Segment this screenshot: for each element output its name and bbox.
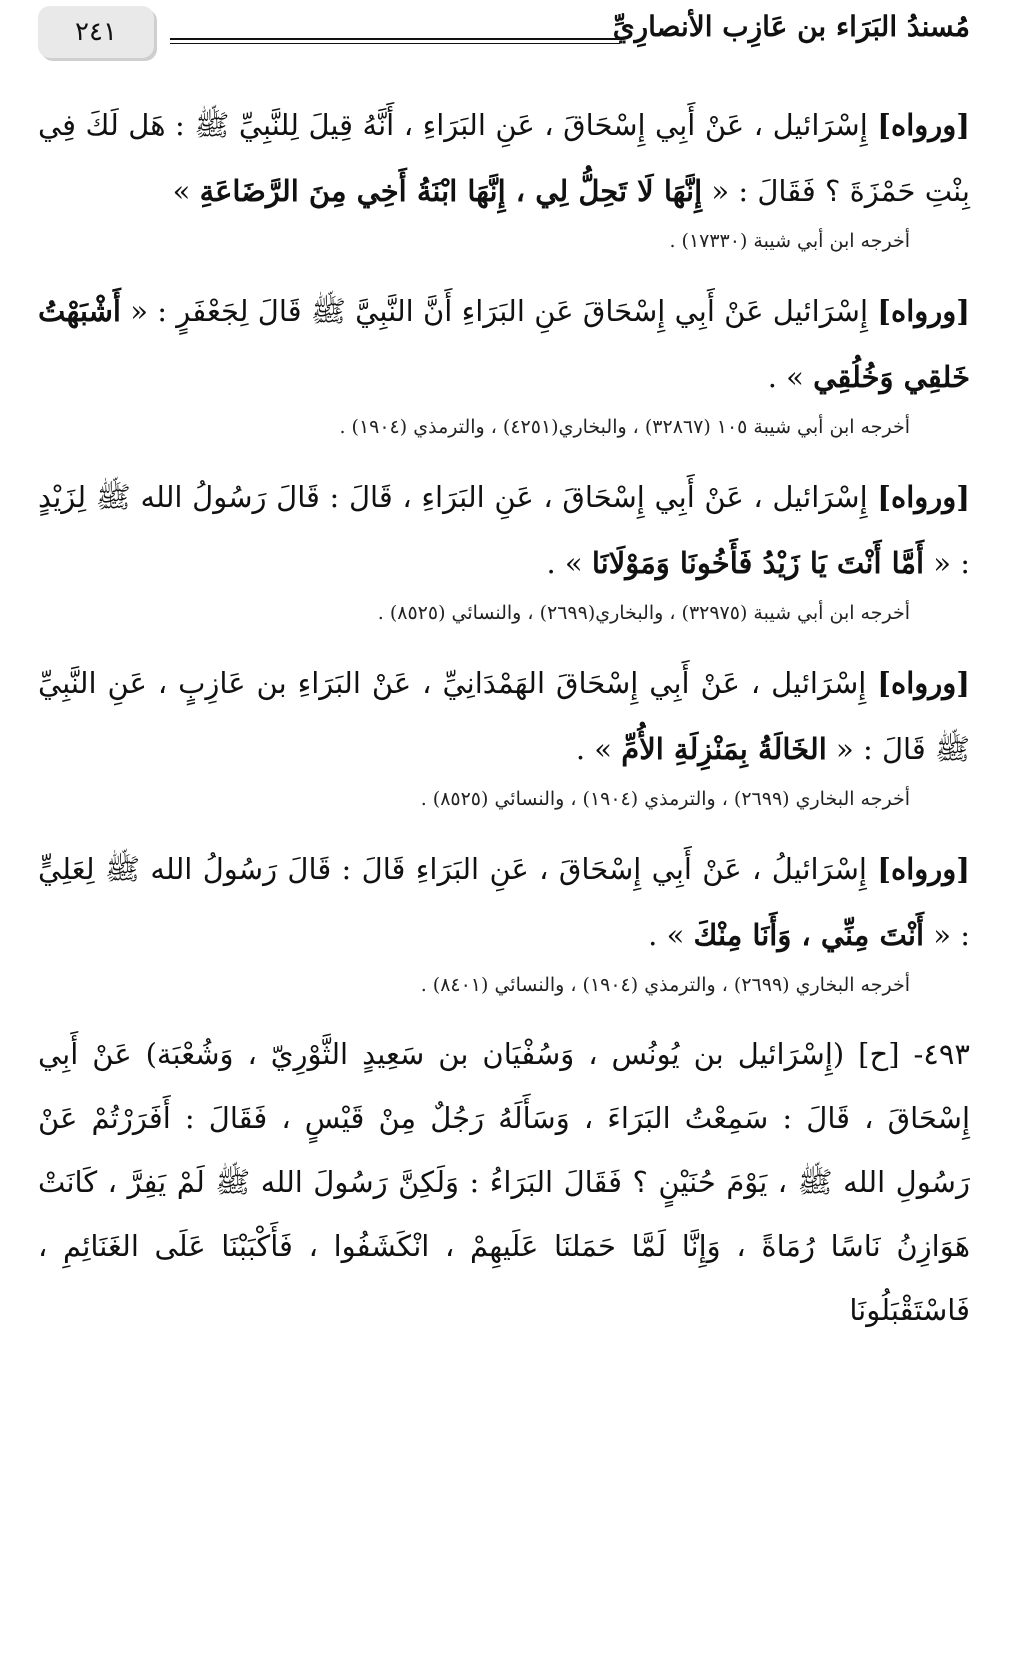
narration-tail: » . bbox=[546, 546, 592, 580]
source-reference: أخرجه ابن أبي شيبة (١٧٣٣٠) . bbox=[669, 230, 910, 252]
narration-label: [ورواه] bbox=[877, 852, 970, 886]
narration-label: [ورواه] bbox=[877, 666, 970, 700]
narration-entry bbox=[38, 464, 970, 628]
hadith-text bbox=[38, 1022, 970, 1342]
narration-tail: » . bbox=[767, 360, 814, 394]
header-rule bbox=[170, 38, 620, 40]
source-reference: أخرجه البخاري (٢٦٩٩) ، والترمذي (١٩٠٤) ، والنسائي (٨٥٢٥) . bbox=[420, 788, 910, 810]
prophetic-saying: إِنَّهَا لَا تَحِلُّ لِي ، إِنَّهَا ابْنَةُ أَخِي مِنَ الرَّضَاعَةِ bbox=[199, 174, 703, 208]
source-reference: أخرجه ابن أبي شيبة (٣٢٩٧٥) ، والبخاري(٢٦٩٩) ، والنسائي (٨٥٢٥) . bbox=[377, 602, 910, 624]
narration-text bbox=[38, 650, 970, 782]
source-reference: أخرجه البخاري (٢٦٩٩) ، والترمذي (١٩٠٤) ، والنسائي (٨٤٠١) . bbox=[420, 974, 910, 996]
narration-entry bbox=[38, 278, 970, 442]
narration-chain: إِسْرَائيلُ ، عَنْ أَبِي إِسْحَاقَ ، عَنِ البَرَاءِ قَالَ : قَالَ رَسُولُ الله ﷺ لِعَلِيٍّ : « bbox=[38, 852, 970, 952]
prophetic-saying: أَشْبَهْتُ خَلقِي وَخُلُقِي bbox=[38, 294, 970, 394]
narration-text bbox=[38, 464, 970, 596]
page-number-badge bbox=[38, 6, 154, 58]
hadith-493 bbox=[38, 1022, 970, 1342]
narration-chain: إِسْرَائيل ، عَنْ أَبِي إِسْحَاقَ ، عَنِ البَرَاءِ ، قَالَ : قَالَ رَسُولُ الله ﷺ لِزَيْدٍ : « bbox=[38, 480, 970, 580]
page-number: ٢٤١ bbox=[75, 17, 117, 47]
prophetic-saying: أَنْتَ مِنِّي ، وَأَنَا مِنْكَ bbox=[693, 918, 925, 952]
narration-entry bbox=[38, 92, 970, 256]
running-title: مُسندُ البَرَاء بن عَازِب الأنصارِيِّ bbox=[612, 10, 970, 43]
page-content bbox=[38, 92, 970, 1342]
narration-text bbox=[38, 836, 970, 968]
prophetic-saying: أَمَّا أَنْتَ يَا زَيْدُ فَأَخُونَا وَمَوْلَانَا bbox=[591, 546, 925, 580]
narration-label: [ورواه] bbox=[877, 108, 970, 142]
narration-chain: إِسْرَائيل ، عَنْ أَبِي إِسْحَاقَ الهَمْدَانِيِّ ، عَنْ البَرَاءِ بن عَازِبٍ ، عَنِ النَّبِيِّ ﷺ قَالَ : « bbox=[38, 666, 970, 766]
narration-entry bbox=[38, 836, 970, 1000]
narration-entry bbox=[38, 650, 970, 814]
narration-chain: إِسْرَائيل ، عَنْ أَبِي إِسْحَاقَ ، عَنِ البَرَاءِ ، أَنَّهُ قِيلَ لِلنَّبِيِّ ﷺ : هَل لَكَ فِي بِنْتِ حَمْزَةَ ؟ فَقَالَ : « bbox=[38, 108, 970, 208]
narration-chain: إِسْرَائيل عَنْ أَبِي إِسْحَاقَ عَنِ البَرَاءِ أَنَّ النَّبِيَّ ﷺ قَالَ لِجَعْفَرٍ : « bbox=[120, 294, 878, 328]
narration-tail: » . bbox=[648, 918, 694, 952]
source-reference: أخرجه ابن أبي شيبة ١٠٥ (٣٢٨٦٧) ، والبخاري(٤٢٥١) ، والترمذي (١٩٠٤) . bbox=[339, 416, 910, 438]
narration-tail: » . bbox=[575, 732, 622, 766]
prophetic-saying: الخَالَةُ بِمَنْزِلَةِ الأُمِّ bbox=[621, 732, 827, 766]
hadith-body: - [ح] (إِسْرَائيل بن يُونُس ، وَسُفْيَان بن سَعِيدٍ الثَّوْرِيّ ، وَشُعْبَة) عَنْ أَبِي إِسْحَاقَ ، قَالَ : سَمِعْتُ البَرَاءَ ، وَسَأَلَهُ رَجُلٌ مِنْ قَيْسٍ ، فَقَالَ : أَفَرَرْتُمْ عَنْ رَسُولِ الله ﷺ ، يَوْمَ حُنَيْنٍ ؟ فَقَالَ البَرَاءُ : وَلَكِنَّ رَسُولَ الله ﷺ لَمْ يَفِرَّ ، كَانَتْ هَوَازِنُ نَاسًا رُمَاةً ، وَإِنَّا لَمَّا حَمَلنَا عَلَيهِمْ ، انْكَشَفُوا ، فَأَكْبَبْنَا عَلَى الغَنَائِمِ ، فَاسْتَقْبَلُونَا bbox=[38, 1037, 971, 1327]
narration-tail: » bbox=[172, 174, 200, 208]
narration-text bbox=[38, 92, 970, 224]
narration-text bbox=[38, 278, 970, 410]
narration-label: [ورواه] bbox=[877, 294, 970, 328]
hadith-number: ٤٩٣ bbox=[923, 1037, 970, 1071]
narration-label: [ورواه] bbox=[877, 480, 970, 514]
